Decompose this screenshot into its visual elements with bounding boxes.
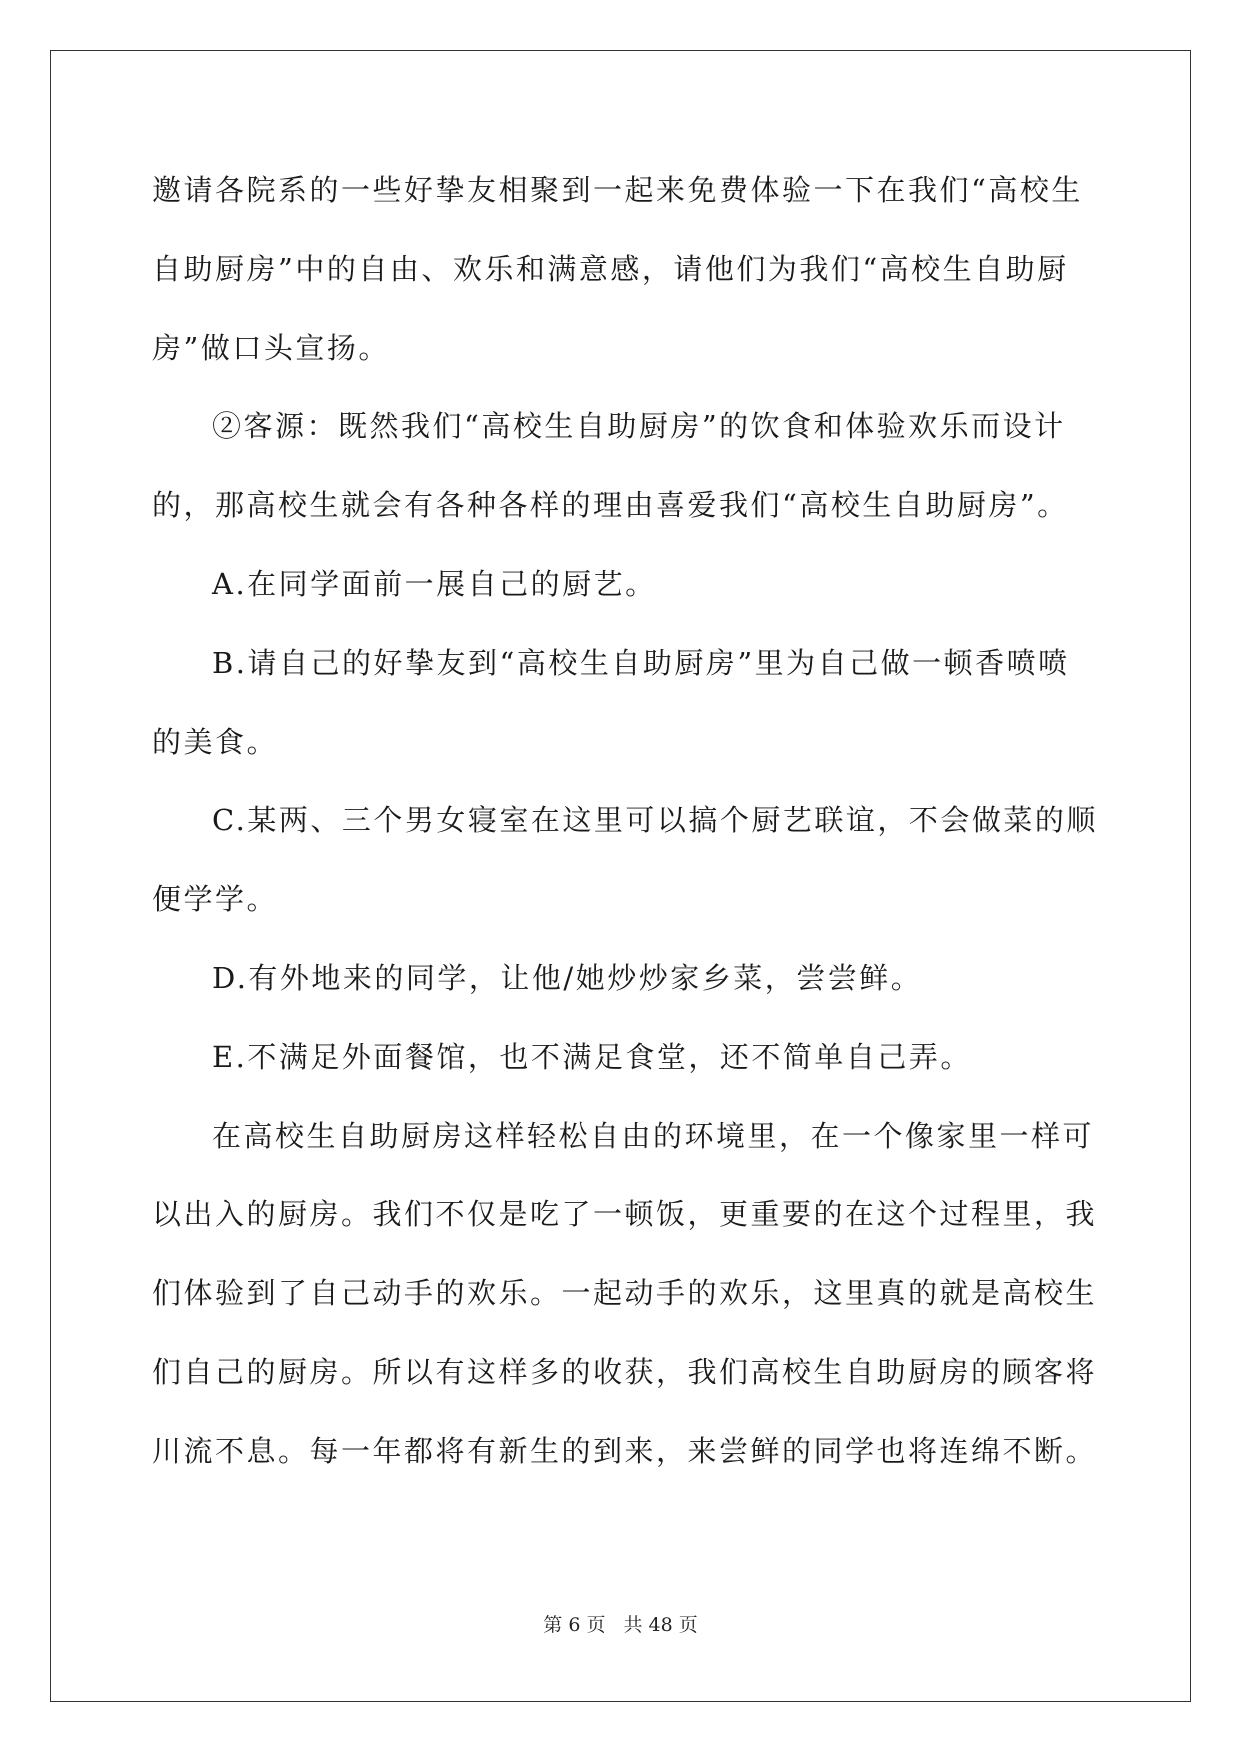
text-line: 以出入的厨房。我们不仅是吃了一顿饭，更重要的在这个过程里，我: [152, 1197, 1098, 1232]
text-line: 邀请各院系的一些好挚友相聚到一起来免费体验一下在我们“高校生: [152, 173, 1083, 207]
text-line: ②客源：既然我们“高校生自助厨房”的饮食和体验欢乐而设计: [212, 409, 1066, 444]
page-total: 共 48 页: [623, 1614, 698, 1636]
document-body: [152, 165, 1098, 1505]
page-number: 第 6 页: [543, 1614, 606, 1636]
text-line: 川流不息。每一年都将有新生的到来，来尝鲜的同学也将连绵不断。: [152, 1433, 1098, 1468]
list-item-a: A.在同学面前一展自己的厨艺。: [212, 566, 657, 601]
text-line: 的，那高校生就会有各种各样的理由喜爱我们“高校生自助厨房”。: [152, 488, 1069, 523]
text-line: 们自己的厨房。所以有这样多的收获，我们高校生自助厨房的顾客将: [152, 1354, 1098, 1389]
page-footer: [0, 1610, 1241, 1637]
text-line: 房”做口头宣扬。: [152, 330, 390, 365]
text-line: 们体验到了自己动手的欢乐。一起动手的欢乐，这里真的就是高校生: [152, 1276, 1098, 1311]
list-item-b: B.请自己的好挚友到“高校生自助厨房”里为自己做一顿香喷喷: [212, 645, 1070, 680]
list-item-d: D.有外地来的同学，让他/她炒炒家乡菜，尝尝鲜。: [212, 960, 923, 995]
text-line: 自助厨房”中的自由、欢乐和满意感，请他们为我们“高校生自助厨: [152, 251, 1069, 286]
list-item-c: C.某两、三个男女寝室在这里可以搞个厨艺联谊，不会做菜的顺: [212, 803, 1098, 838]
text-line: 的美食。: [152, 724, 279, 759]
list-item-e: E.不满足外面餐馆，也不满足食堂，还不简单自己弄。: [212, 1039, 972, 1074]
text-line: 便学学。: [152, 882, 279, 917]
text-line: 在高校生自助厨房这样轻松自由的环境里，在一个像家里一样可: [212, 1118, 1095, 1153]
